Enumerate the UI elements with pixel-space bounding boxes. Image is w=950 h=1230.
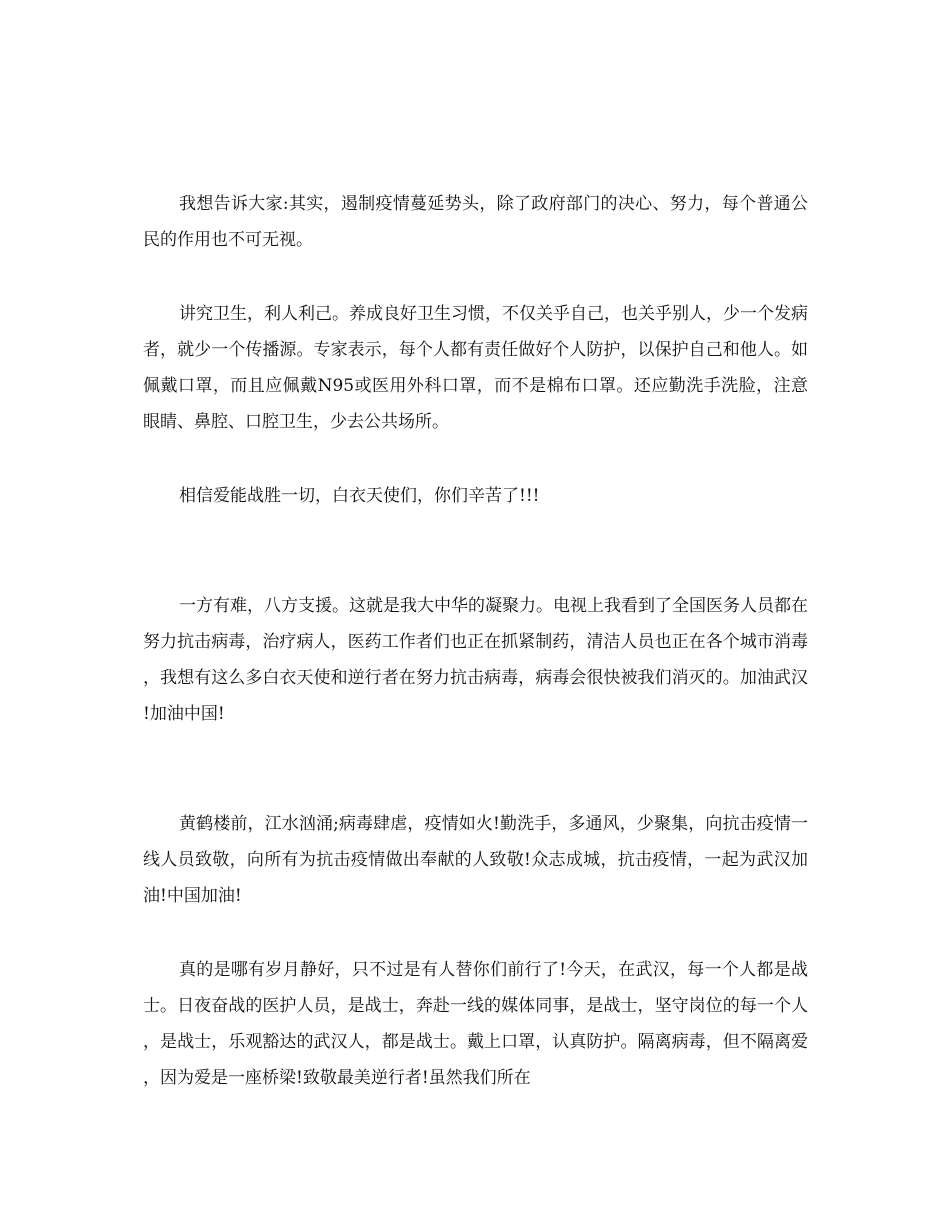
paragraph-yellow-crane-tower: 黄鹤楼前，江水汹涌;病毒肆虐，疫情如火!勤洗手，多通风，少聚集，向抗击疫情一线人员致敬，向所有为抗击疫情做出奉献的人致敬!众志成城，抗击疫情，一起为武汉加油!中国加油! (143, 814, 808, 906)
paragraph-national-support: 一方有难，八方支援。这就是我大中华的凝聚力。电视上我看到了全国医务人员都在努力抗击病毒，治疗病人，医药工作者们也正在抓紧制药，清洁人员也正在各个城市消毒，我想有这么多白衣天使和逆行者在努力抗击病毒，病毒会很快被我们消灭的。加油武汉!加油中国! (143, 596, 808, 724)
paragraph-angels-thanks: 相信爱能战胜一切，白衣天使们，你们辛苦了!!! (179, 486, 540, 506)
paragraph-everyone-fighters: 真的是哪有岁月静好，只不过是有人替你们前行了!今天，在武汉，每一个人都是战士。日夜奋战的医护人员，是战士，奔赴一线的媒体同事，是战士，坚守岗位的每一个人，是战士，乐观豁达的武汉人，都是战士。戴上口罩，认真防护。隔离病毒，但不隔离爱，因为爱是一座桥梁!致敬最美逆行者!虽然我们所在 (143, 960, 808, 1088)
paragraph-public-role: 我想告诉大家:其实，遏制疫情蔓延势头，除了政府部门的决心、努力，每个普通公民的作用也不可无视。 (143, 194, 808, 250)
paragraph-hygiene-advice: 讲究卫生，利人利己。养成良好卫生习惯，不仅关乎自己，也关乎别人，少一个发病者，就少一个传播源。专家表示，每个人都有责任做好个人防护，以保护自己和他人。如佩戴口罩，而且应佩戴N95或医用外科口罩，而不是棉布口罩。还应勤洗手洗脸，注意眼睛、鼻腔、口腔卫生，少去公共场所。 (143, 304, 808, 432)
